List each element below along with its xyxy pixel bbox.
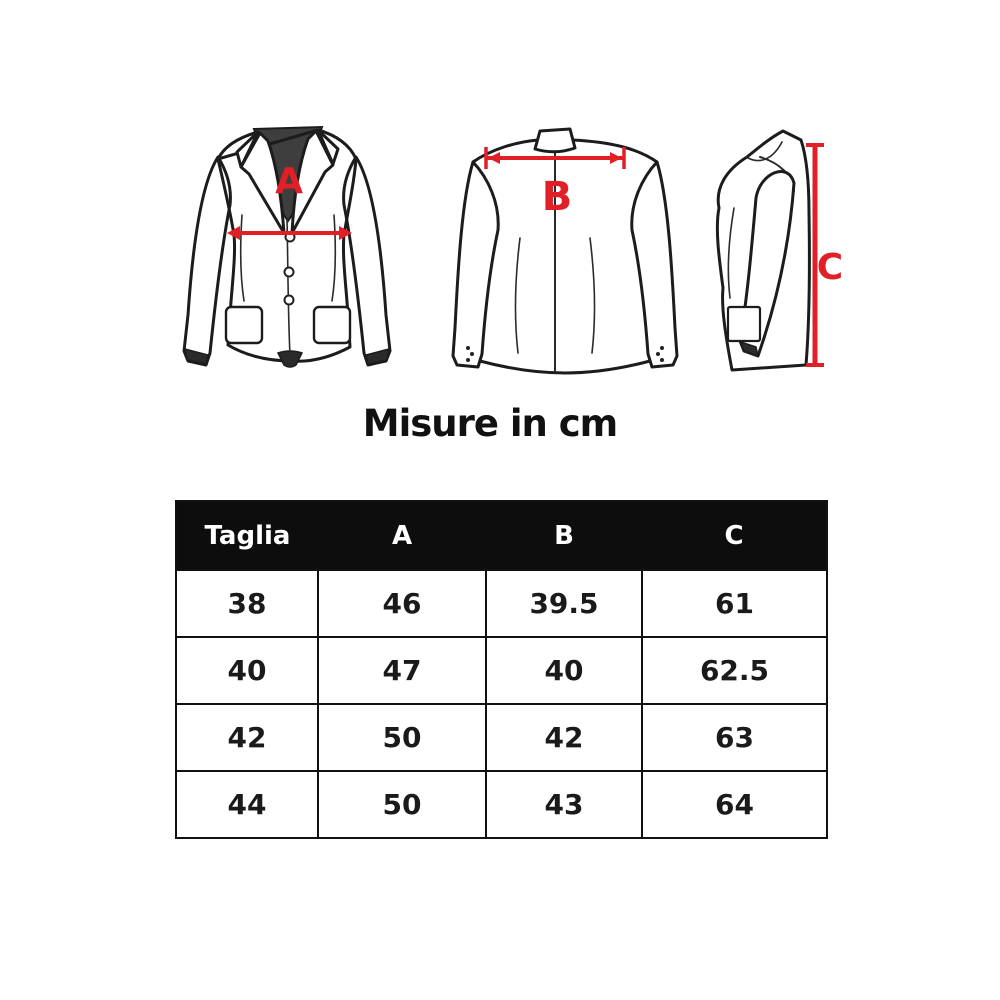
table-header-row xyxy=(176,501,827,570)
front-left-dart xyxy=(241,215,244,301)
measure-a-cell: 47 xyxy=(318,637,486,704)
size-chart-title: Misure in cm xyxy=(362,402,618,445)
column-header-b: B xyxy=(486,501,642,570)
table-row xyxy=(176,637,827,704)
measure-a-cell: 46 xyxy=(318,570,486,637)
measure-label-c: C xyxy=(816,247,844,288)
jacket-front-diagram xyxy=(180,115,400,375)
front-button-2 xyxy=(285,268,294,277)
size-cell: 38 xyxy=(176,570,318,637)
jacket-back-diagram xyxy=(440,118,690,375)
size-table xyxy=(175,500,828,839)
column-header-taglia: Taglia xyxy=(176,501,318,570)
measure-b-cell: 39.5 xyxy=(486,570,642,637)
table-row xyxy=(176,771,827,838)
front-button-3 xyxy=(285,296,294,305)
column-header-c: C xyxy=(642,501,827,570)
measure-c-cell: 63 xyxy=(642,704,827,771)
measure-c-cell: 64 xyxy=(642,771,827,838)
measure-c-cell: 61 xyxy=(642,570,827,637)
size-cell: 40 xyxy=(176,637,318,704)
measure-label-b: B xyxy=(541,174,573,220)
measure-b-cell: 40 xyxy=(486,637,642,704)
measure-c-cell: 62.5 xyxy=(642,637,827,704)
jacket-side-diagram xyxy=(700,113,850,377)
back-collar xyxy=(535,129,575,152)
size-cell: 42 xyxy=(176,704,318,771)
measure-a-cell: 50 xyxy=(318,771,486,838)
front-right-pocket xyxy=(314,307,350,343)
front-right-dart xyxy=(332,215,335,301)
side-pocket xyxy=(728,307,760,341)
measure-a-cell: 50 xyxy=(318,704,486,771)
measure-b-cell: 42 xyxy=(486,704,642,771)
measure-label-a: A xyxy=(275,161,303,202)
column-header-a: A xyxy=(318,501,486,570)
measure-b-cell: 43 xyxy=(486,771,642,838)
table-row xyxy=(176,704,827,771)
front-left-pocket xyxy=(226,307,262,343)
table-row xyxy=(176,570,827,637)
size-cell: 44 xyxy=(176,771,318,838)
